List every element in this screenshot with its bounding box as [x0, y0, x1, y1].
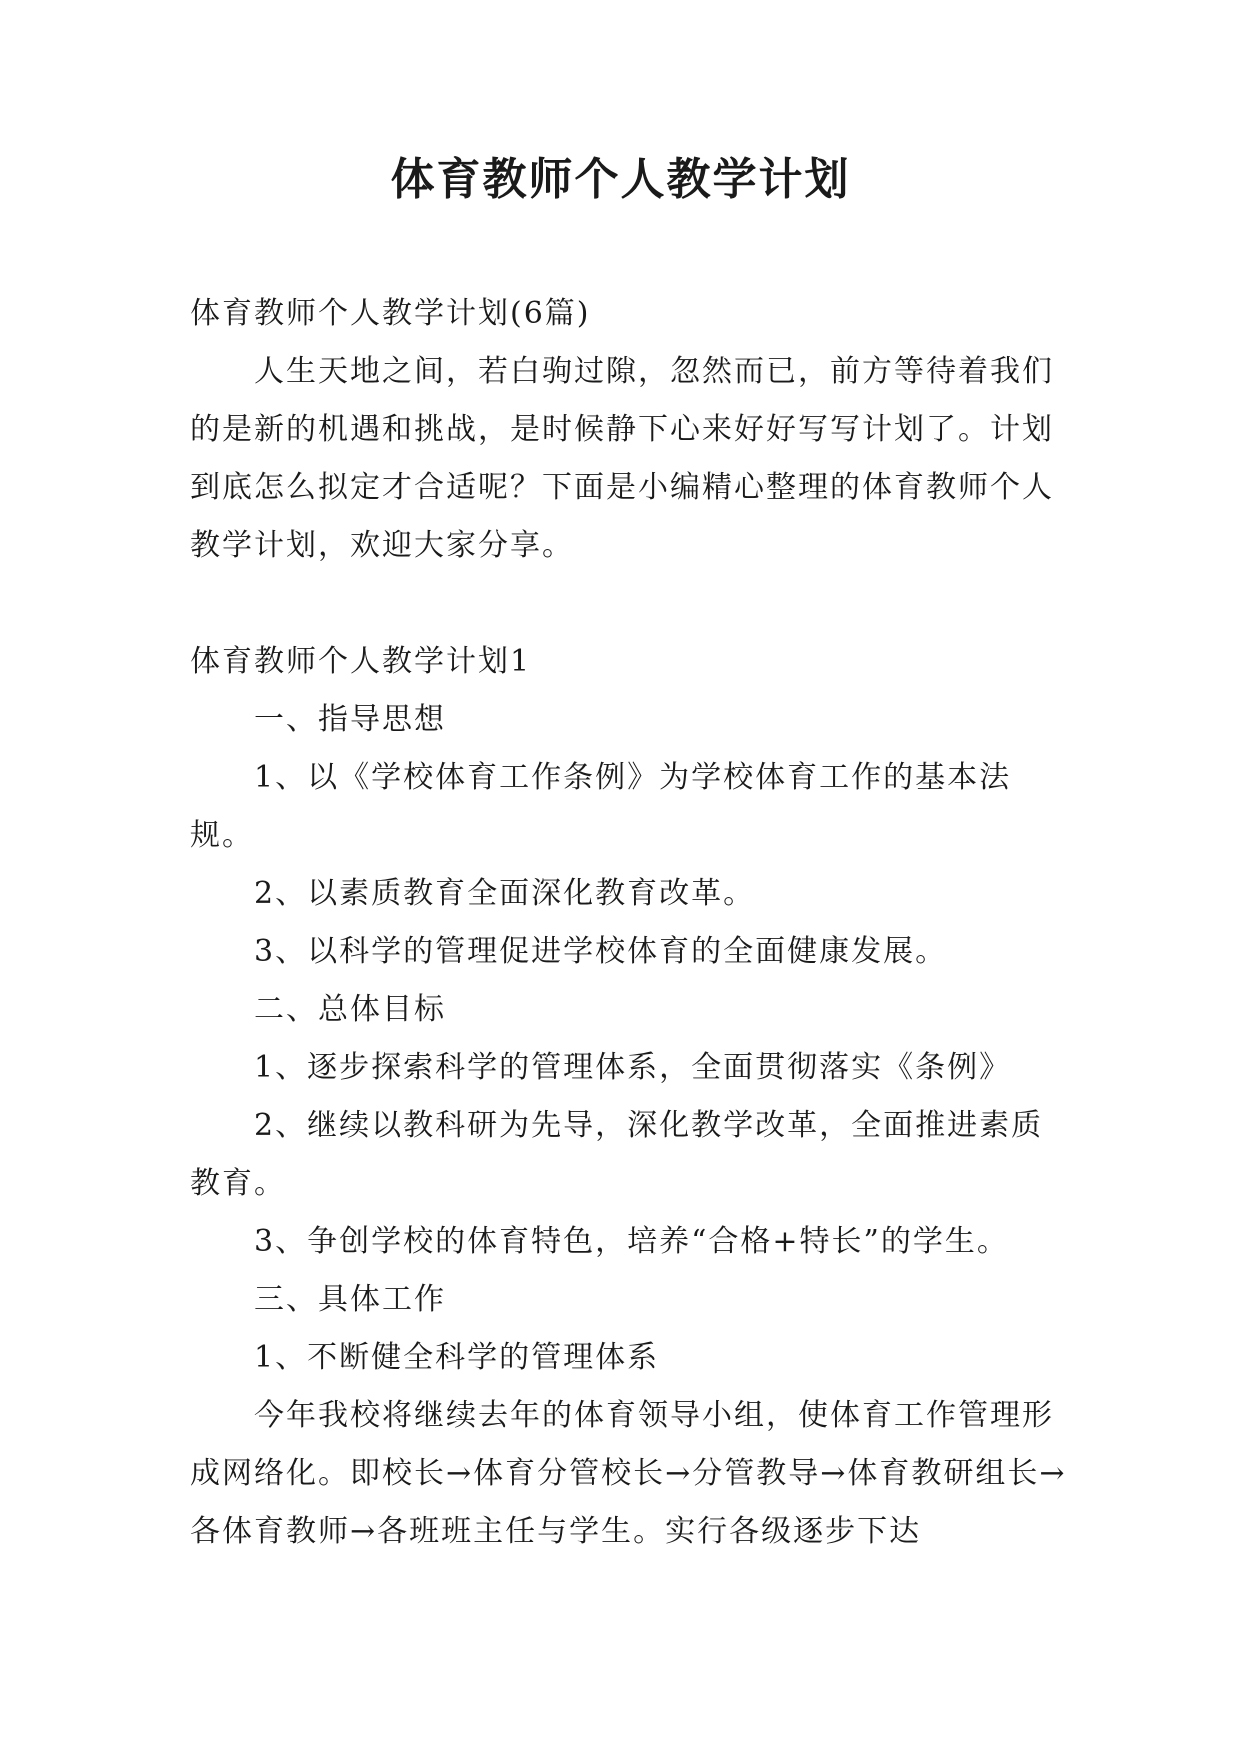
spacer	[190, 575, 1070, 633]
list-item: 2、继续以教科研为先导，深化教学改革，全面推进素质教育。	[190, 1108, 1044, 1201]
document-body	[190, 285, 1070, 1561]
list-item: 1、逐步探索科学的管理体系，全面贯彻落实《条例》	[254, 1050, 1012, 1085]
body-paragraph: 今年我校将继续去年的体育领导小组，使体育工作管理形成网络化。即校长→体育分管校长→分管教导→体育教研组长→各体育教师→各班班主任与学生。实行各级逐步下达	[190, 1398, 1067, 1549]
document-title: 体育教师个人教学计划	[390, 154, 851, 205]
intro-paragraph: 人生天地之间，若白驹过隙，忽然而已，前方等待着我们的是新的机遇和挑战，是时候静下心来好好写写计划了。计划到底怎么拟定才合适呢？下面是小编精心整理的体育教师个人教学计划，欢迎大家分享。	[190, 354, 1054, 563]
list-item: 1、以《学校体育工作条例》为学校体育工作的基本法规。	[190, 760, 1012, 853]
heading-guiding-thought: 一、指导思想	[254, 702, 446, 737]
list-item: 2、以素质教育全面深化教育改革。	[254, 876, 756, 911]
list-item: 3、以科学的管理促进学校体育的全面健康发展。	[254, 934, 948, 969]
heading-specific-work: 三、具体工作	[254, 1282, 446, 1317]
list-item: 3、争创学校的体育特色，培养“合格+特长”的学生。	[254, 1224, 1009, 1259]
section-title: 体育教师个人教学计划1	[190, 644, 532, 679]
heading-overall-goal: 二、总体目标	[254, 992, 446, 1027]
list-item: 1、不断健全科学的管理体系	[254, 1340, 660, 1375]
document-subtitle: 体育教师个人教学计划(6篇)	[190, 296, 591, 331]
